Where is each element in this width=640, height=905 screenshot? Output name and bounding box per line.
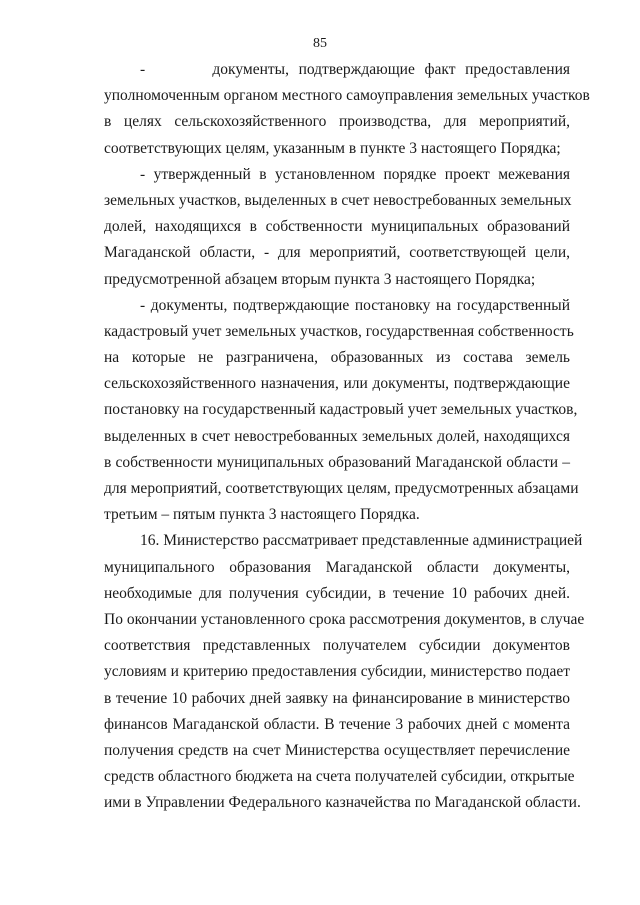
text-line: средств областного бюджета на счета получателей субсидии, открытые (104, 768, 575, 786)
text-line: соответствия представленных получателем субсидии документов (104, 637, 570, 655)
text-line: Магаданской области, - для мероприятий, соответствующей цели, (104, 244, 570, 262)
paragraph-clause-16 (104, 528, 585, 816)
text-line: муниципального образования Магаданской области документы, (104, 558, 570, 576)
text-line: - утвержденный в установленном порядке проект межевания (140, 165, 570, 183)
text-line: кадастровый учет земельных участков, государственная собственность (104, 322, 574, 340)
text-line: получения средств на счет Министерства осуществляет перечисление (104, 741, 570, 759)
text-line: необходимые для получения субсидии, в течение 10 рабочих дней. (104, 584, 570, 602)
text-line: постановку на государственный кадастровый учет земельных участков, (104, 401, 578, 419)
text-line: соответствующих целям, указанным в пункте 3 настоящего Порядка; (104, 139, 561, 157)
text-line: - документы, подтверждающие факт предоставления (140, 61, 570, 78)
text-line: третьим – пятым пункта 3 настоящего Порядка. (104, 506, 420, 524)
text-line: ими в Управлении Федерального казначейства по Магаданской области. (104, 794, 581, 812)
paragraph-cadastral-registration (104, 293, 579, 529)
text-line: на которые не разграничена, образованных из состава земель (104, 349, 570, 367)
text-line: долей, находящихся в собственности муниципальных образований (104, 218, 570, 236)
text-line: 16. Министерство рассматривает представленные администрацией (140, 532, 583, 550)
text-line: финансов Магаданской области. В течение 3 рабочих дней с момента (104, 715, 570, 733)
text-line: сельскохозяйственного назначения, или документы, подтверждающие (104, 375, 570, 393)
page-number: 85 (313, 36, 327, 51)
text-line: условиям и критерию предоставления субсидии, министерство подает (104, 663, 570, 681)
paragraph-survey-project (104, 162, 570, 293)
text-line: предусмотренной абзацем вторым пункта 3 настоящего Порядка; (104, 270, 536, 288)
text-line: земельных участков, выделенных в счет невостребованных земельных (104, 191, 572, 209)
paragraph-documents-provision (104, 57, 590, 162)
document-body (104, 57, 590, 816)
text-line: - документы, подтверждающие постановку на государственный (140, 296, 570, 314)
text-line: в целях сельскохозяйственного производства, для мероприятий, (104, 113, 570, 131)
text-line: для мероприятий, соответствующих целям, предусмотренных абзацами (104, 480, 579, 497)
text-line: уполномоченным органом местного самоуправления земельных участков (104, 87, 590, 105)
text-line: По окончании установленного срока рассмотрения документов, в случае (104, 610, 585, 628)
text-line: в течение 10 рабочих дней заявку на финансирование в министерство (104, 689, 570, 707)
text-line: в собственности муниципальных образований Магаданской области – (104, 453, 570, 471)
text-line: выделенных в счет невостребованных земельных долей, находящихся (104, 427, 570, 445)
